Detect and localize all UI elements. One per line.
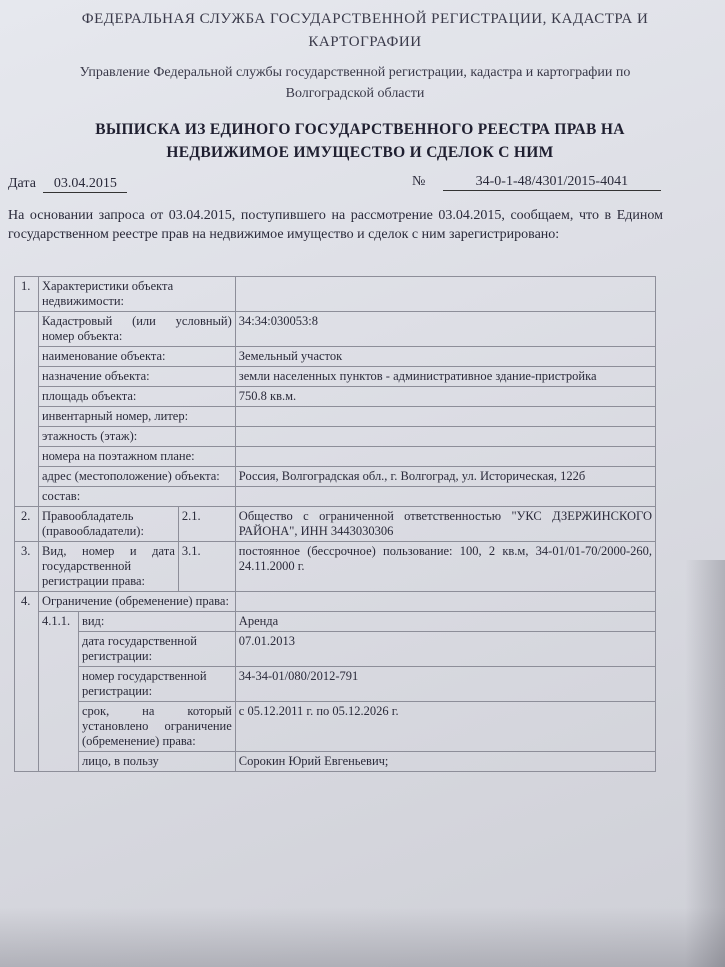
row-value — [235, 427, 655, 447]
row-label: состав: — [38, 487, 235, 507]
section-1-empty — [235, 277, 655, 312]
row-value: 34:34:030053:8 — [235, 312, 655, 347]
section-4-label: Ограничение (обременение) права: — [38, 592, 235, 612]
extract-table — [14, 276, 656, 772]
section-3-num: 3. — [15, 542, 39, 592]
section-2-row — [15, 507, 656, 542]
row-value: Земельный участок — [235, 347, 655, 367]
table-row — [15, 312, 656, 347]
section-4-subnum: 4.1.1. — [38, 612, 78, 772]
table-row — [15, 487, 656, 507]
agency-line-1: ФЕДЕРАЛЬНАЯ СЛУЖБА ГОСУДАРСТВЕННОЙ РЕГИСТРАЦИИ, КАДАСТРА И — [81, 11, 649, 27]
number-label: № — [412, 174, 426, 189]
row-value: с 05.12.2011 г. по 05.12.2026 г. — [235, 702, 655, 752]
section-3-label: Вид, номер и дата государственной регистрации права: — [38, 542, 178, 592]
section-4-header — [15, 592, 656, 612]
row-value: 34-34-01/080/2012-791 — [235, 667, 655, 702]
table-row — [15, 667, 656, 702]
row-label: лицо, в пользу — [78, 752, 235, 772]
table-row — [15, 347, 656, 367]
table-row — [15, 367, 656, 387]
row-label: вид: — [78, 612, 235, 632]
section-1-num: 1. — [15, 277, 39, 312]
row-label: адрес (местоположение) объекта: — [38, 467, 235, 487]
row-value: 07.01.2013 — [235, 632, 655, 667]
row-label: Кадастровый (или условный) номер объекта: — [38, 312, 235, 347]
section-3-subnum: 3.1. — [178, 542, 235, 592]
section-2-subnum: 2.1. — [178, 507, 235, 542]
table-row — [15, 612, 656, 632]
office-line-2: Волгоградской области — [285, 86, 425, 101]
row-label: номер государственной регистрации: — [78, 667, 235, 702]
row-label: номера на поэтажном плане: — [38, 447, 235, 467]
row-label: инвентарный номер, литер: — [38, 407, 235, 427]
row-label: наименование объекта: — [38, 347, 235, 367]
agency-header — [20, 8, 710, 54]
row-value: 750.8 кв.м. — [235, 387, 655, 407]
intro-paragraph: На основании запроса от 03.04.2015, поступившего на рассмотрение 03.04.2015, сообщаем, что в Едином государственном реестре прав на недвижимое имущество и сделок с ним зарегистрировано: — [8, 208, 663, 242]
table-row — [15, 427, 656, 447]
document-title — [30, 118, 690, 164]
number-line — [412, 174, 661, 191]
section-2-label: Правообладатель (правообладатели): — [38, 507, 178, 542]
section-4-num: 4. — [15, 592, 39, 772]
table-row — [15, 752, 656, 772]
title-line-1: ВЫПИСКА ИЗ ЕДИНОГО ГОСУДАРСТВЕННОГО РЕЕСТРА ПРАВ НА — [95, 121, 625, 138]
date-line — [8, 176, 127, 193]
page-bottom-shadow — [0, 907, 725, 967]
row-label: назначение объекта: — [38, 367, 235, 387]
row-label: дата государственной регистрации: — [78, 632, 235, 667]
section-3-row — [15, 542, 656, 592]
row-label: этажность (этаж): — [38, 427, 235, 447]
table-row — [15, 702, 656, 752]
section-2-num: 2. — [15, 507, 39, 542]
row-value — [235, 487, 655, 507]
row-label: площадь объекта: — [38, 387, 235, 407]
row-value: Сорокин Юрий Евгеньевич; — [235, 752, 655, 772]
office-header — [5, 62, 705, 104]
date-value: 03.04.2015 — [43, 176, 127, 193]
table-row — [15, 387, 656, 407]
row-value — [235, 407, 655, 427]
page-edge-shadow — [685, 560, 725, 967]
row-value: земли населенных пунктов - административное здание-пристройка — [235, 367, 655, 387]
table-row — [15, 467, 656, 487]
table-row — [15, 407, 656, 427]
agency-line-2: КАРТОГРАФИИ — [308, 34, 422, 50]
row-value: Аренда — [235, 612, 655, 632]
table-row — [15, 632, 656, 667]
table-row — [15, 447, 656, 467]
section-1-header — [15, 277, 656, 312]
section-4-empty — [235, 592, 655, 612]
number-value: 34-0-1-48/4301/2015-4041 — [443, 174, 661, 191]
office-line-1: Управление Федеральной службы государственной регистрации, кадастра и картографии по — [79, 65, 631, 80]
row-value — [235, 447, 655, 467]
row-label: срок, на который установлено ограничение (обременение) права: — [78, 702, 235, 752]
row-value: Россия, Волгоградская обл., г. Волгоград, ул. Историческая, 122б — [235, 467, 655, 487]
date-label: Дата — [8, 176, 36, 191]
section-2-value: Общество с ограниченной ответственностью "УКС ДЗЕРЖИНСКОГО РАЙОНА", ИНН 3443030306 — [235, 507, 655, 542]
section-3-value: постоянное (бессрочное) пользование: 100, 2 кв.м, 34-01/01-70/2000-260, 24.11.2000 г. — [235, 542, 655, 592]
title-line-2: НЕДВИЖИМОЕ ИМУЩЕСТВО И СДЕЛОК С НИМ — [166, 144, 554, 161]
section-1-title: Характеристики объекта недвижимости: — [38, 277, 235, 312]
